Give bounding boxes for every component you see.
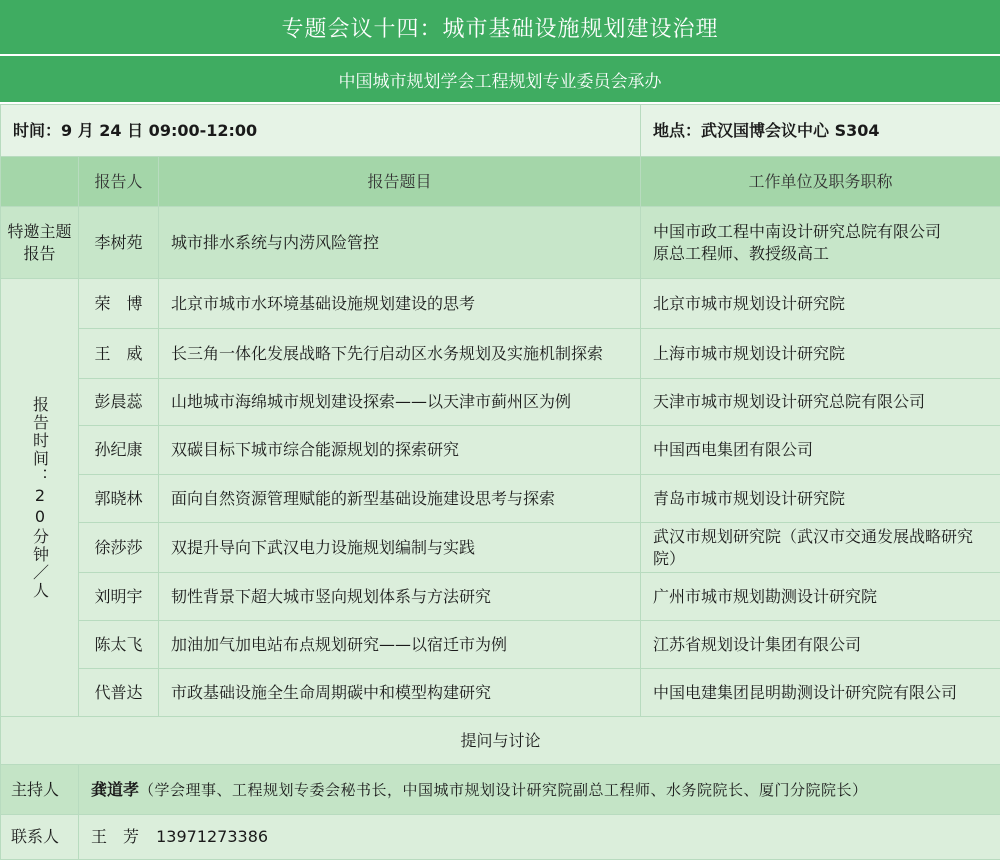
host-label: 主持人	[1, 765, 79, 815]
report-topic: 面向自然资源管理赋能的新型基础设施建设思考与探索	[159, 475, 641, 523]
report-topic: 双提升导向下武汉电力设施规划编制与实践	[159, 523, 641, 573]
report-speaker: 陈太飞	[79, 621, 159, 669]
table-row	[1, 329, 1000, 379]
keynote-affiliation-line1: 中国市政工程中南设计研究总院有限公司	[653, 221, 988, 243]
contact-phone: 13971273386	[156, 827, 268, 846]
report-topic: 山地城市海绵城市规划建设探索——以天津市蓟州区为例	[159, 379, 641, 426]
host-info	[79, 765, 1000, 815]
report-affiliation: 天津市城市规划设计研究总院有限公司	[641, 379, 1000, 426]
report-topic: 双碳目标下城市综合能源规划的探索研究	[159, 426, 641, 475]
table-row	[1, 379, 1000, 426]
table-row	[1, 475, 1000, 523]
report-speaker: 彭晨蕊	[79, 379, 159, 426]
report-speaker: 徐莎莎	[79, 523, 159, 573]
report-affiliation: 北京市城市规划设计研究院	[641, 279, 1000, 329]
header-speaker: 报告人	[79, 157, 159, 207]
keynote-label: 特邀主题报告	[1, 207, 79, 279]
table-row	[1, 669, 1000, 717]
header-affiliation: 工作单位及职务职称	[641, 157, 1000, 207]
report-speaker: 刘明宇	[79, 573, 159, 621]
contact-label: 联系人	[1, 815, 79, 860]
qa-row	[1, 717, 1000, 765]
report-topic: 北京市城市水环境基础设施规划建设的思考	[159, 279, 641, 329]
header-topic: 报告题目	[159, 157, 641, 207]
session-title: 专题会议十四：城市基础设施规划建设治理	[0, 0, 1000, 56]
table-row	[1, 621, 1000, 669]
table-row	[1, 426, 1000, 475]
keynote-speaker: 李树苑	[79, 207, 159, 279]
keynote-row	[1, 207, 1000, 279]
report-topic: 长三角一体化发展战略下先行启动区水务规划及实施机制探索	[159, 329, 641, 379]
contact-row	[1, 815, 1000, 860]
table-row	[1, 523, 1000, 573]
report-affiliation: 中国电建集团昆明勘测设计研究院有限公司	[641, 669, 1000, 717]
keynote-affiliation-line2: 原总工程师、教授级高工	[653, 243, 988, 265]
contact-info	[79, 815, 1000, 860]
contact-name: 王 芳	[91, 826, 151, 848]
qa-label: 提问与讨论	[1, 717, 1000, 765]
report-speaker: 荣 博	[79, 279, 159, 329]
time-location-row	[1, 105, 1000, 157]
header-blank	[1, 157, 79, 207]
report-topic: 韧性背景下超大城市竖向规划体系与方法研究	[159, 573, 641, 621]
report-affiliation: 中国西电集团有限公司	[641, 426, 1000, 475]
table-row	[1, 279, 1000, 329]
session-location: 地点：武汉国博会议中心 S304	[641, 105, 1000, 157]
report-topic: 市政基础设施全生命周期碳中和模型构建研究	[159, 669, 641, 717]
organizer-line: 中国城市规划学会工程规划专业委员会承办	[0, 56, 1000, 104]
column-header-row	[1, 157, 1000, 207]
session-time: 时间：9 月 24 日 09:00-12:00	[1, 105, 641, 157]
report-speaker: 代普达	[79, 669, 159, 717]
report-time-label: 报告时间：20分钟／人	[1, 279, 79, 717]
report-affiliation: 武汉市规划研究院（武汉市交通发展战略研究院）	[641, 523, 1000, 573]
report-speaker: 王 威	[79, 329, 159, 379]
table-row	[1, 573, 1000, 621]
report-affiliation: 上海市城市规划设计研究院	[641, 329, 1000, 379]
report-speaker: 孙纪康	[79, 426, 159, 475]
report-affiliation: 广州市城市规划勘测设计研究院	[641, 573, 1000, 621]
report-affiliation: 青岛市城市规划设计研究院	[641, 475, 1000, 523]
host-row	[1, 765, 1000, 815]
keynote-topic: 城市排水系统与内涝风险管控	[159, 207, 641, 279]
report-affiliation: 江苏省规划设计集团有限公司	[641, 621, 1000, 669]
host-name: 龚道孝	[91, 780, 139, 799]
agenda-table	[0, 104, 1000, 860]
host-description: （学会理事、工程规划专委会秘书长，中国城市规划设计研究院副总工程师、水务院院长、厦门分院院长）	[139, 781, 868, 799]
keynote-affiliation	[641, 207, 1000, 279]
report-topic: 加油加气加电站布点规划研究——以宿迁市为例	[159, 621, 641, 669]
report-speaker: 郭晓林	[79, 475, 159, 523]
